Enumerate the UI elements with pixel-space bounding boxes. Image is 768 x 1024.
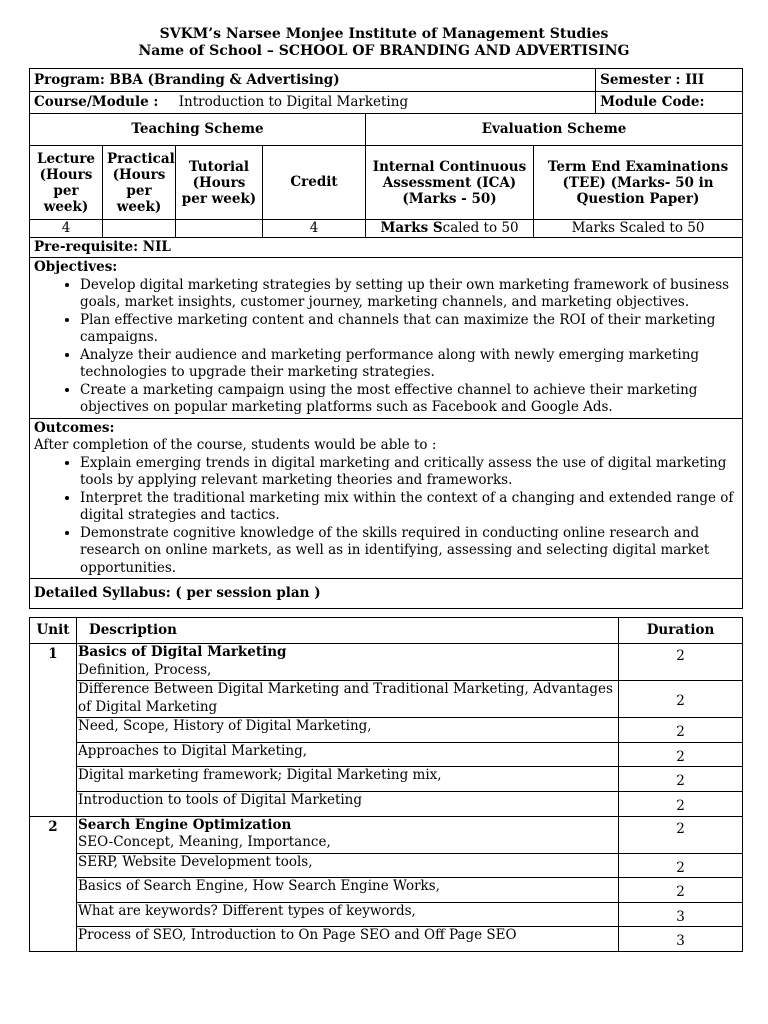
list-item: • Explain emerging trends in digital marketing and critically assess the use of digital marketing tools by applying relevant marketing theories and frameworks. [80,455,738,490]
description-text: Difference Between Digital Marketing and Traditional Marketing, Advantages of Digital Marketing [77,681,619,718]
unit-number: 1 [30,644,77,817]
course-name: Introduction to Digital Marketing [178,94,409,110]
description-text: Process of SEO, Introduction to On Page SEO and Off Page SEO [77,927,619,952]
unit-heading: Basics of Digital Marketing [78,644,287,660]
description-text: SEO-Concept, Meaning, Importance, [78,834,331,850]
syllabus-table [29,617,743,952]
table-row [30,816,743,853]
outcomes-intro: After completion of the course, students would be able to : [34,437,437,453]
syllabus-title: Detailed Syllabus: ( per session plan ) [30,579,743,609]
outcomes-list [80,455,738,578]
table-row [30,644,743,681]
credit-header: Credit [263,146,366,220]
program-label: Program: BBA (Branding & Advertising) [30,69,596,92]
institute-name: SVKM’s Narsee Monjee Institute of Management Studies [159,26,609,42]
duration-value: 2 [619,742,743,767]
description-text: Basics of Search Engine, How Search Engine Works, [77,878,619,903]
description-cell [77,644,619,681]
duration-value: 2 [619,792,743,817]
course-info-table [29,68,743,609]
table-row [30,902,743,927]
tutorial-value [176,220,263,238]
course-module-cell [30,92,596,114]
semester-label: Semester : III [596,69,743,92]
outcomes-section [30,418,743,579]
description-cell [77,816,619,853]
description-header: Description [77,618,619,644]
ica-value-rest: caled to 50 [442,220,519,236]
tee-header: Term End Examinations (TEE) (Marks- 50 in Question Paper) [534,146,743,220]
duration-value: 2 [619,681,743,718]
credit-value: 4 [263,220,366,238]
unit-header: Unit [30,618,77,644]
evaluation-scheme-header: Evaluation Scheme [366,114,743,146]
ica-header: Internal Continuous Assessment (ICA) (Marks - 50) [366,146,534,220]
description-text: Digital marketing framework; Digital Marketing mix, [77,767,619,792]
table-row [30,742,743,767]
list-item: • Create a marketing campaign using the most effective channel to achieve their marketing objectives on popular marketing platforms such as Facebook and Google Ads. [80,382,738,417]
list-item: • Interpret the traditional marketing mix within the context of a changing and extended range of digital strategies and tactics. [80,490,738,525]
table-row [30,681,743,718]
school-name: Name of School – SCHOOL OF BRANDING AND ADVERTISING [138,43,630,59]
description-text: SERP, Website Development tools, [77,853,619,878]
unit-number: 2 [30,816,77,951]
duration-value: 2 [619,767,743,792]
duration-header: Duration [619,618,743,644]
description-text: Approaches to Digital Marketing, [77,742,619,767]
lecture-value: 4 [30,220,103,238]
duration-value: 2 [619,878,743,903]
table-row [30,792,743,817]
table-row [30,878,743,903]
duration-value: 2 [619,853,743,878]
table-row [30,767,743,792]
objectives-section [30,258,743,419]
description-text: Introduction to tools of Digital Marketing [77,792,619,817]
duration-value: 2 [619,816,743,853]
module-code-label: Module Code: [596,92,743,114]
list-item: • Develop digital marketing strategies by setting up their own marketing framework of business goals, market insights, customer journey, marketing channels, and marketing objectives. [80,277,738,312]
prerequisite: Pre-requisite: NIL [30,238,743,258]
unit-heading: Search Engine Optimization [78,816,292,833]
practical-header: Practical (Hours per week) [103,146,176,220]
practical-value [103,220,176,238]
description-text: Need, Scope, History of Digital Marketing, [77,718,619,743]
list-item: • Demonstrate cognitive knowledge of the skills required in conducting online research and research on online markets, as well as in identifying, assessing and selecting digital market opportunities. [80,525,738,578]
duration-value: 3 [619,927,743,952]
table-row [30,718,743,743]
duration-value: 2 [619,718,743,743]
teaching-scheme-header: Teaching Scheme [30,114,366,146]
lecture-header: Lecture (Hours per week) [30,146,103,220]
objectives-title: Objectives: [34,259,118,275]
tee-value: Marks Scaled to 50 [534,220,743,238]
list-item: • Analyze their audience and marketing performance along with newly emerging marketing technologies to upgrade their marketing strategies. [80,347,738,382]
table-row [30,927,743,952]
objectives-list [80,277,738,417]
table-row [30,853,743,878]
ica-value-bold: Marks S [380,220,443,236]
description-text: What are keywords? Different types of keywords, [77,902,619,927]
duration-value: 3 [619,902,743,927]
ica-value [366,220,534,238]
outcomes-title: Outcomes: [34,419,115,436]
course-module-label: Course/Module : [34,94,159,110]
list-item: • Plan effective marketing content and channels that can maximize the ROI of their marketing campaigns. [80,312,738,347]
duration-value: 2 [619,644,743,681]
tutorial-header: Tutorial (Hours per week) [176,146,263,220]
description-text: Definition, Process, [78,661,212,678]
